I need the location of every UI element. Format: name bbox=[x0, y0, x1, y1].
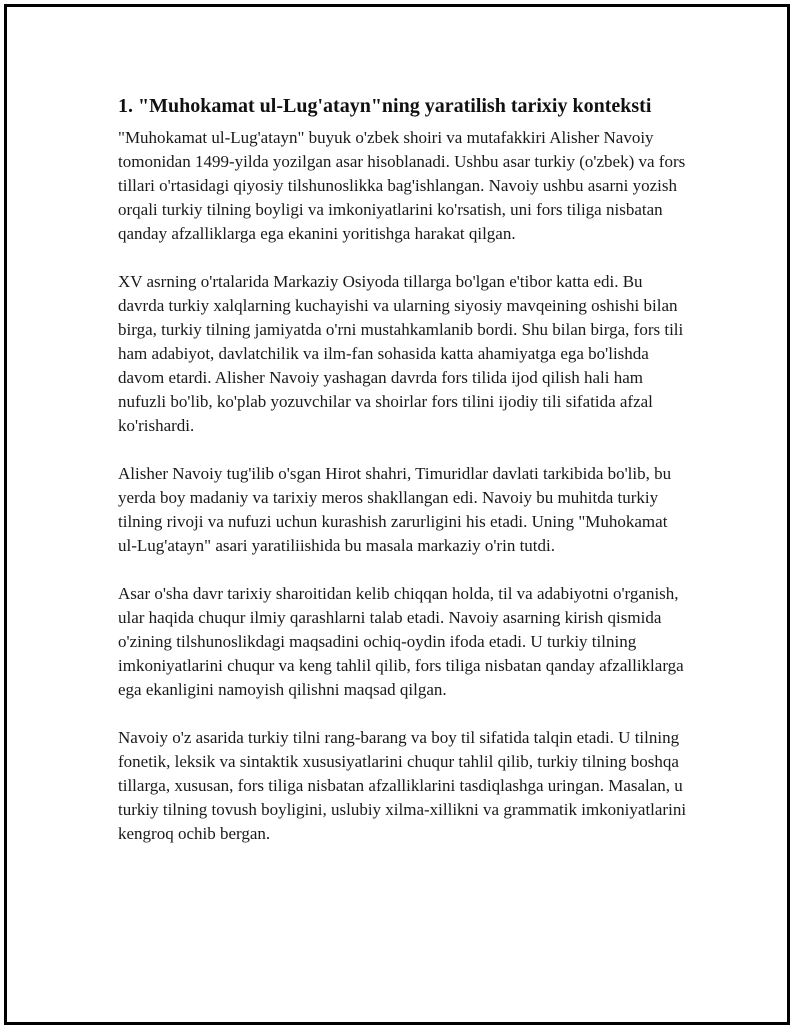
paragraph-2: XV asrning o'rtalarida Markaziy Osiyoda tillarga bo'lgan e'tibor katta edi. Bu davrda turkiy xalqlarning kuchayishi va ularning siyosiy mavqeining oshishi bilan birga, turkiy tilning jamiyatda o'rni mustahkamlanib bordi. Shu bilan birga, fors tili ham adabiyot, davlatchilik va ilm-fan sohasida katta ahamiyatga ega bo'lishda davom etardi. Alisher Navoiy yashagan davrda fors tilida ijod qilish hali ham nufuzli bo'lib, ko'plab yozuvchilar va shoirlar fors tilini ijodiy tili sifatida afzal ko'rishardi. bbox=[118, 272, 684, 435]
paragraph-3: Alisher Navoiy tug'ilib o'sgan Hirot shahri, Timuridlar davlati tarkibida bo'lib, bu yerda boy madaniy va tarixiy meros shakllangan edi. Navoiy bu muhitda turkiy tilning rivoji va nufuzi uchun kurashish zarurligini his etadi. Uning "Muhokamat ul-Lug'atayn" asari yaratiliishida bu masala markaziy o'rin tutdi. bbox=[118, 464, 672, 555]
paragraph-5: Navoiy o'z asarida turkiy tilni rang-barang va boy til sifatida talqin etadi. U tilning fonetik, leksik va sintaktik xususiyatlarini chuqur tahlil qilib, turkiy tilning boshqa tillarga, xususan, fors tiliga nisbatan afzalliklarini tasdiqlashga uringan. Masalan, u turkiy tilning tovush boyligini, uslubiy xilma-xillikni va grammatik imkoniyatlarini kengroq ochib bergan. bbox=[118, 728, 687, 843]
paragraph-1: "Muhokamat ul-Lug'atayn" buyuk o'zbek shoiri va mutafakkiri Alisher Navoiy tomonidan 1499-yilda yozilgan asar hisoblanadi. Ushbu asar turkiy (o'zbek) va fors tillari o'rtasidagi qiyosiy tilshunoslikka bag'ishlangan. Navoiy ushbu asarni yozish orqali turkiy tilning boyligi va imkoniyatlarini ko'rsatish, uni fors tiliga nisbatan qanday afzalliklarga ega ekanini yoritishga harakat qilgan. bbox=[118, 128, 686, 243]
paragraph-4: Asar o'sha davr tarixiy sharoitidan kelib chiqqan holda, til va adabiyotni o'rganish, ular haqida chuqur ilmiy qarashlarni talab etadi. Navoiy asarning kirish qismida o'zining tilshunoslikdagi maqsadini ochiq-oydin ifoda etadi. U turkiy tilning imkoniyatlarini chuqur va keng tahlil qilib, fors tiliga nisbatan qanday afzalliklarga ega ekanligini namoyish qilishni maqsad qilgan. bbox=[118, 584, 684, 699]
document-body bbox=[118, 93, 688, 870]
section-heading: 1. "Muhokamat ul-Lug'atayn"ning yaratilish tarixiy konteksti bbox=[118, 95, 652, 117]
